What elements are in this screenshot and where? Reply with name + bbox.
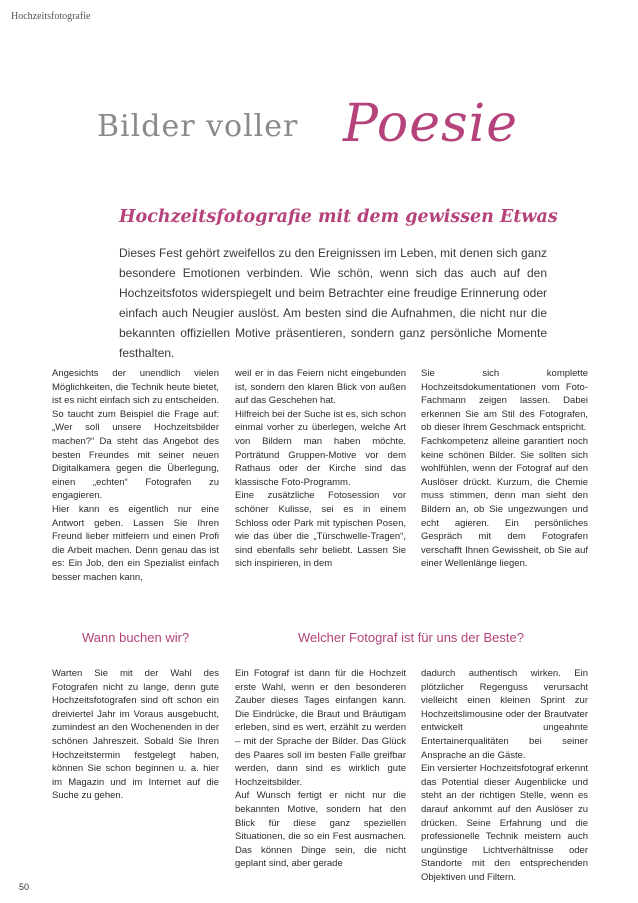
heading-when: Wann buchen wir? xyxy=(82,630,190,645)
section-label: Hochzeitsfotografie xyxy=(11,11,91,22)
paragraph: Ein versierter Hochzeitsfotograf erkennt das Potential dieser Augenblicke und steht an der richtigen Stelle, wenn es darauf ankommt auf den Auslöser zu drücken. Seine Erfahrung und die professionelle Technik meistern auch ungünstige Lichtverhältnisse oder Standorte mit den entsprechenden Objektiven und Filtern. xyxy=(421,763,588,883)
paragraph: Ein Fotograf ist dann für die Hochzeit erste Wahl, wenn er den besonderen Zauber dieses Tages einfangen kann. Die Eindrücke, die Braut und Bräutigam erleben, sind es wert, erzählt zu werden – mit der Sprache der Bilder. Das Glück des Paares soll im besten Falle greifbar werden, dann sind es wirklich gute Hochzeitsbilder. xyxy=(235,668,406,788)
paragraph: Warten Sie mit der Wahl des Fotografen nicht zu lange, denn gute Hochzeitsfotografen sind oft schon ein dreiviertel Jahr im Voraus ausgebucht, zumindest an den Wochenenden in der schönen Jahreszeit. Sobald Sie Ihren Hochzeitstermin festgelegt haben, können Sie schon beginnen u. a. hier im Magazin und im Internet auf die Suche zu gehen. xyxy=(52,668,219,802)
when-column xyxy=(52,667,219,803)
article-column-2 xyxy=(235,367,406,571)
heading-which: Welcher Fotograf ist für uns der Beste? xyxy=(298,630,524,645)
paragraph: Auf Wunsch fertigt er nicht nur die bekannten Motive, sondern hat den Blick für diese ganz speziellen Situationen, die so ein Fest ausmachen. Das können Dinge sein, die nicht geplant sind, aber gerade xyxy=(235,790,406,870)
paragraph: weil er in das Feiern nicht eingebunden ist, sondern den klaren Blick von außen auf das Geschehen hat. xyxy=(235,368,406,407)
page-title-script: Poesie xyxy=(343,94,519,154)
paragraph: Sie sich komplette Hochzeitsdokumentationen vom Foto-Fachmann zeigen lassen. Dabei erkennen Sie am Stil des Fotografen, ob dieser Ihrem Geschmack entspricht. xyxy=(421,368,588,434)
article-column-1 xyxy=(52,367,219,585)
which-column-2 xyxy=(421,667,588,885)
paragraph: Fachkompetenz alleine garantiert noch keine schönen Bilder. Sie sollten sich wohlfühlen, wenn der Fotograf auf den Auslöser drückt. Kurzum, die Chemie muss stimmen, denn man sieht den Bildern an, ob Sie ungezwungen und echt agieren. Ein persönliches Gespräch mit dem Fotografen verschafft Ihnen Gewissheit, ob Sie auf einer Wellenlänge liegen. xyxy=(421,435,588,570)
article-column-3 xyxy=(421,367,588,571)
paragraph: Eine zusätzliche Fotosession vor schöner Kulisse, sei es in einem Schloss oder Park mit typischen Posen, wie das über die „Türschwelle-Tragen“, sind ebenfalls sehr beliebt. Lassen Sie sich inspirieren, in dem xyxy=(235,490,406,570)
page-number: 50 xyxy=(19,882,30,892)
paragraph: Angesichts der unendlich vielen Möglichkeiten, die Technik heute bietet, ist es nicht einfach sich zu entscheiden. So taucht zum Beispiel die Frage auf: „Wer soll unsere Hochzeitsbilder machen?“ Da steht das Angebot des besten Freundes mit seiner neuen Digitalkamera gegen die Überlegung, einen „echten“ Fotografen zu engagieren. xyxy=(52,368,219,502)
paragraph: Hilfreich bei der Suche ist es, sich schon einmal vorher zu überlegen, welche Art von Bildern man haben möchte. Porträtund Gruppen-Motive vor dem Rathaus oder der Kirche sind das klassische Foto-Programm. xyxy=(235,408,406,488)
page-title: Bilder voller xyxy=(97,109,299,144)
intro-paragraph: Dieses Fest gehört zweifellos zu den Ereignissen im Leben, mit denen sich ganz besondere Emotionen verbinden. Wie schön, wenn sich das auch auf den Hochzeitsfotos widerspiegelt und beim Betrachter eine freudige Erinnerung oder einfach auch Neugier auslöst. Am besten sind die Aufnahmen, die nicht nur die bekannten offiziellen Motive präsentieren, sondern ganz persönliche Momente festhalten. xyxy=(119,246,547,360)
subtitle: Hochzeitsfotografie mit dem gewissen Etwas xyxy=(119,207,558,227)
paragraph: dadurch authentisch wirken. Ein plötzlicher Regenguss verursacht vielleicht einen kleinen Sprint zur Hochzeitslimousine oder der Brautvater entwickelt ungeahnte Entertainerqualitäten bei seiner Ansprache an die Gäste. xyxy=(421,668,588,761)
which-column-1 xyxy=(235,667,406,871)
paragraph: Hier kann es eigentlich nur eine Antwort geben. Lassen Sie Ihren Freund lieber mitfeiern und einen Profi die Arbeit machen. Denn genau das ist es: Ein Job, den ein Spezialist einfach besser machen kann, xyxy=(52,503,219,583)
